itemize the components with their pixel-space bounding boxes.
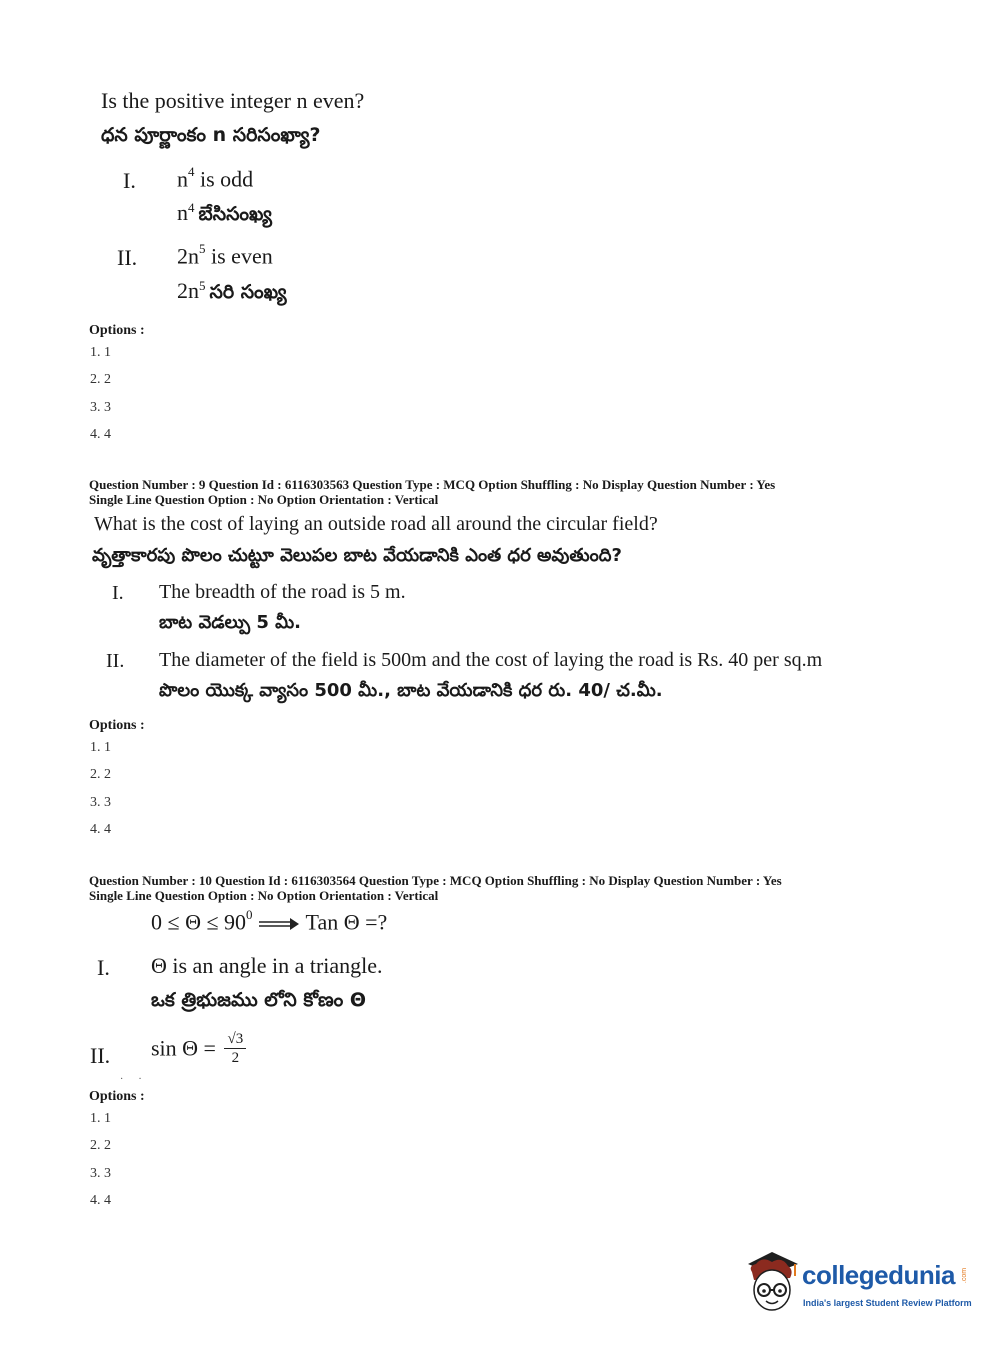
q8-question-te: ధన పూర్ణాంకం n సరిసంఖ్యా?	[101, 124, 321, 146]
q10-stmt2-lhs: sin Θ =	[151, 1035, 216, 1061]
scan-artifact: · ·	[120, 1074, 142, 1085]
q10-question-right: Tan Θ =?	[305, 909, 388, 935]
q9-meta-line2: Single Line Question Option : No Option Orientation : Vertical	[89, 492, 439, 507]
q8-stmt2-en-rest: is even	[211, 243, 273, 269]
q9-option-1[interactable]: 1. 1	[90, 740, 111, 755]
q8-stmt1-exp: 4	[188, 164, 195, 179]
q9-meta-line1: Question Number : 9 Question Id : 6116303563 Question Type : MCQ Option Shuffling : No Display Question Number : Yes	[89, 477, 776, 492]
q9-option-2[interactable]: 2. 2	[90, 767, 111, 782]
q10-meta-line2: Single Line Question Option : No Option Orientation : Vertical	[89, 888, 439, 903]
q10-option-4[interactable]: 4. 4	[90, 1193, 111, 1208]
q8-stmt1-en	[177, 166, 253, 192]
logo-tagline: India's largest Student Review Platform	[803, 1298, 972, 1308]
q9-stmt1-en: The breadth of the road is 5 m.	[159, 581, 406, 603]
q8-stmt1-roman: I.	[123, 168, 136, 193]
q9-stmt2-roman: II.	[106, 650, 125, 672]
q10-stmt1-en: Θ is an angle in a triangle.	[151, 953, 383, 978]
q9-stmt2-te: పొలం యొక్క వ్యాసం 500 మీ., బాట వేయడానికి ధర రు. 40/ చ.మీ.	[159, 680, 663, 701]
q8-stmt1-en-rest: is odd	[200, 166, 254, 192]
q10-meta-line1: Question Number : 10 Question Id : 6116303564 Question Type : MCQ Option Shuffling : No Display Question Number : Yes	[89, 873, 782, 888]
q10-stmt1-roman: I.	[97, 955, 110, 980]
mascot-icon	[742, 1246, 802, 1318]
q8-stmt1-te-exp: 4	[188, 199, 195, 215]
q9-stmt1-roman: I.	[112, 582, 124, 604]
q8-stmt2-te-base: 2n	[177, 278, 199, 303]
q8-option-3[interactable]: 3. 3	[90, 400, 111, 415]
logo-com: .com	[961, 1267, 969, 1284]
logo-name: collegedunia	[802, 1260, 955, 1290]
q10-option-2[interactable]: 2. 2	[90, 1138, 111, 1153]
q8-stmt2-te-exp: 5	[199, 277, 206, 293]
q8-stmt2-te	[177, 278, 287, 308]
q9-options-label: Options :	[89, 718, 145, 733]
q8-stmt2-te-rest: సరి సంఖ్య	[209, 281, 287, 303]
q8-options-label: Options :	[89, 323, 145, 338]
q8-stmt1-te-base: n	[177, 200, 188, 225]
fraction	[224, 1030, 246, 1067]
q8-stmt1-te	[177, 200, 272, 230]
fraction-denominator: 2	[231, 1050, 240, 1066]
q8-stmt1-base: n	[177, 166, 188, 192]
q9-stmt2-en: The diameter of the field is 500m and the cost of laying the road is Rs. 40 per sq.m	[159, 649, 823, 671]
implies-arrow-icon	[258, 918, 300, 930]
q8-stmt2-roman: II.	[117, 245, 138, 270]
q9-question-te: వృత్తాకారపు పొలం చుట్టూ వెలుపల బాట వేయడానికి ఎంత ధర అవుతుంది?	[92, 545, 622, 566]
q8-stmt2-exp: 5	[199, 241, 206, 256]
q8-question-en: Is the positive integer n even?	[101, 88, 365, 113]
q8-stmt1-te-rest: బేసిసంఖ్య	[198, 203, 272, 225]
q10-stmt2-roman: II.	[90, 1043, 111, 1068]
q10-options-label: Options :	[89, 1089, 145, 1104]
collegedunia-logo[interactable]	[742, 1246, 972, 1318]
q9-question-en: What is the cost of laying an outside road all around the circular field?	[94, 513, 658, 535]
q9-option-4[interactable]: 4. 4	[90, 822, 111, 837]
q8-stmt2-en	[177, 243, 273, 269]
q10-question	[151, 909, 387, 935]
q10-question-exp: 0	[246, 907, 253, 922]
q10-question-left: 0 ≤ Θ ≤ 90	[151, 909, 247, 935]
q8-option-4[interactable]: 4. 4	[90, 427, 111, 442]
fraction-numerator: √3	[224, 1030, 246, 1049]
q9-option-3[interactable]: 3. 3	[90, 795, 111, 810]
q10-option-1[interactable]: 1. 1	[90, 1111, 111, 1126]
q10-stmt1-te: ఒక త్రిభుజము లోని కోణం Θ	[151, 989, 367, 1011]
q10-stmt2-eq	[151, 1030, 246, 1067]
q8-stmt2-base: 2n	[177, 243, 199, 269]
q8-option-1[interactable]: 1. 1	[90, 345, 111, 360]
q8-option-2[interactable]: 2. 2	[90, 372, 111, 387]
q10-option-3[interactable]: 3. 3	[90, 1166, 111, 1181]
q9-stmt1-te: బాట వెడల్పు 5 మీ.	[159, 612, 302, 633]
